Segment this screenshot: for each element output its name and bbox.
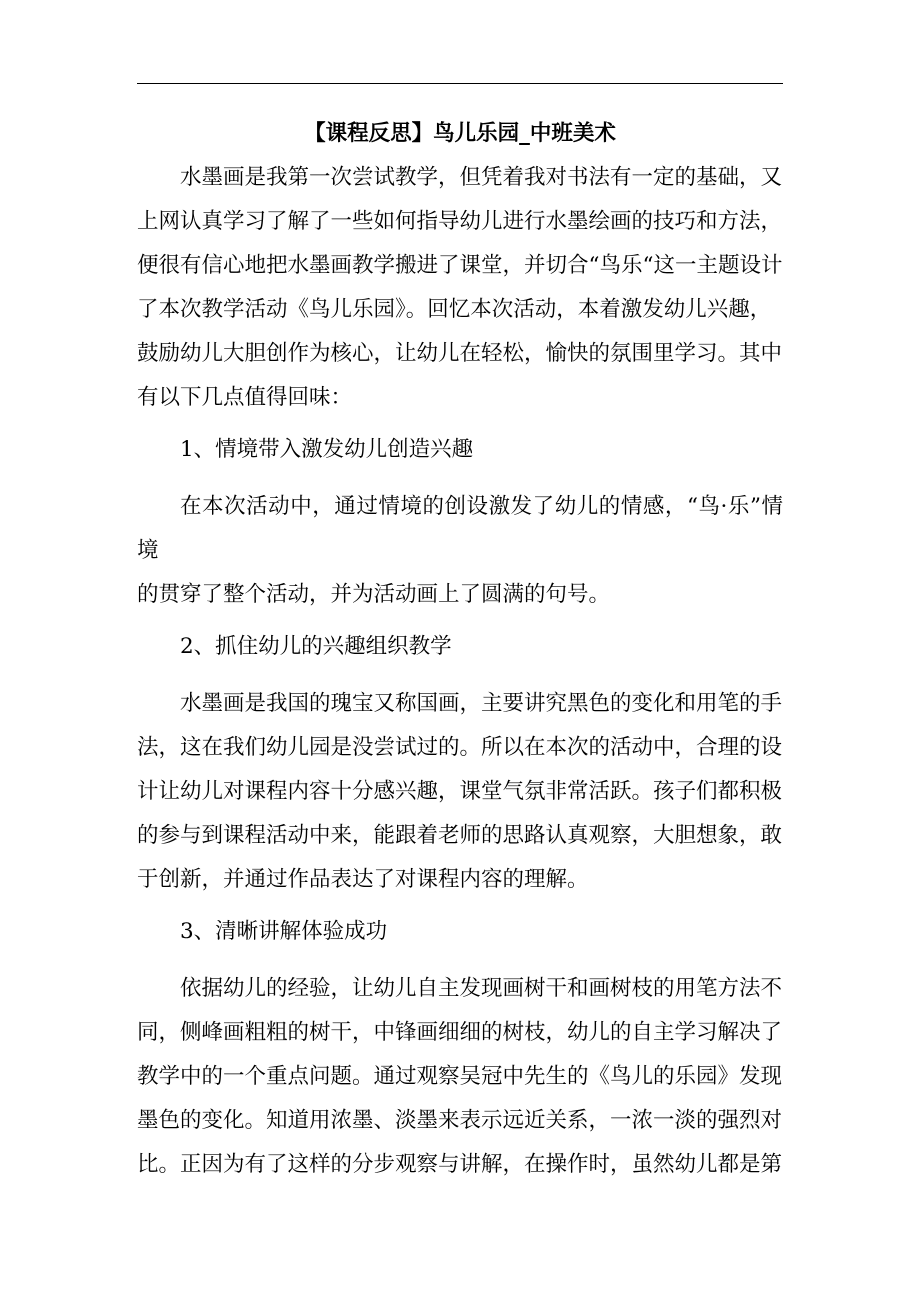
- section-heading: 2、抓住幼儿的兴趣组织教学: [180, 634, 452, 659]
- section-paragraph: 在本次活动中，通过情境的创设激发了幼儿的情感，“鸟·乐”情境 的贯穿了整个活动，并为活动画上了圆满的句号。: [137, 494, 783, 607]
- section-heading: 1、情境带入激发幼儿创造兴趣: [180, 437, 474, 462]
- section-2: [137, 625, 783, 902]
- intro-paragraph: 水墨画是我第一次尝试教学，但凭着我对书法有一定的基础，又 上网认真学习了解了一些如何指导幼儿进行水墨绘画的技巧和方法， 便很有信心地把水墨画教学搬进了课堂，并切合“鸟乐“这一主题设计 了本次教学活动《鸟儿乐园》。回忆本次活动，本着激发幼儿兴趣， 鼓励幼儿大胆创作为核心，让幼儿在轻松，愉快的氛围里学习。其中 有以下几点值得回味：: [137, 165, 783, 410]
- section-1: [137, 428, 783, 617]
- section-paragraph: 依据幼儿的经验，让幼儿自主发现画树干和画树枝的用笔方法不 同，侧峰画粗粗的树干，中锋画细细的树枝，幼儿的自主学习解决了 教学中的一个重点问题。通过观察吴冠中先生的《鸟儿的乐园》发现 墨色的变化。知道用浓墨、淡墨来表示远近关系，一浓一淡的强烈对 比。正因为有了这样的分步观察与讲解，在操作时，虽然幼儿都是第: [137, 976, 783, 1177]
- section-heading: 3、清晰讲解体验成功: [180, 919, 388, 944]
- document-title: 【课程反思】鸟儿乐园_中班美术: [304, 121, 616, 146]
- section-3: [137, 910, 783, 1187]
- document-body: [137, 112, 783, 1195]
- header-rule: [137, 83, 783, 84]
- section-paragraph: 水墨画是我国的瑰宝又称国画，主要讲究黑色的变化和用笔的手 法，这在我们幼儿园是没尝试过的。所以在本次的活动中，合理的设 计让幼儿对课程内容十分感兴趣，课堂气氛非常活跃。孩子们都积极 的参与到课程活动中来，能跟着老师的思路认真观察，大胆想象，敢 于创新，并通过作品表达了对课程内容的理解。: [137, 691, 783, 892]
